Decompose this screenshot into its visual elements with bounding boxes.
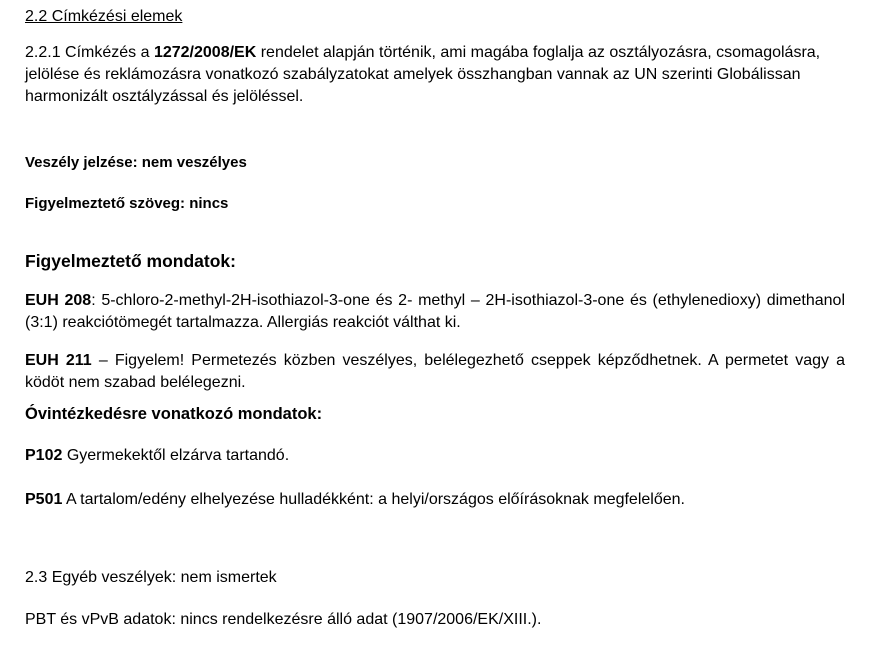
pbt-vpvb-line: PBT és vPvB adatok: nincs rendelkezésre álló adat (1907/2006/EK/XIII.).: [25, 611, 542, 628]
euh-208-paragraph: EUH 208: 5-chloro-2-methyl-2H-isothiazol-3-one és 2- methyl – 2H-isothiazol-3-one és (ethylenedioxy) dimethanol (3:1) reakciótömegét tartalmazza. Allergiás reakciót válthat ki.: [25, 292, 846, 331]
signal-word-line: Figyelmeztető szöveg: nincs: [25, 195, 229, 212]
euh-211-paragraph: EUH 211 – Figyelem! Permetezés közben veszélyes, belélegezhető cseppek képződhetnek. A permetet vagy a ködöt nem szabad belélegezni.: [25, 352, 845, 391]
paragraph-2-2-1: 2.2.1 Címkézés a 1272/2008/EK rendelet alapján történik, ami magába foglalja az osztályozásra, csomagolásra, jelölése és reklámozásra vonatkozó szabályzatokat amelyek összhangban vannak az UN szerinti Globálissan harmonizált osztályzással és jelöléssel.: [25, 44, 821, 105]
warning-statements-heading: Figyelmeztető mondatok:: [25, 251, 236, 271]
section-heading-2-2: 2.2 Címkézési elemek: [25, 8, 183, 25]
hazard-indication-line: Veszély jelzése: nem veszélyes: [25, 154, 247, 171]
p102-statement-line: P102 Gyermekektől elzárva tartandó.: [25, 447, 290, 464]
precautionary-statements-heading: Óvintézkedésre vonatkozó mondatok:: [25, 405, 323, 423]
section-2-3-line: 2.3 Egyéb veszélyek: nem ismertek: [25, 569, 277, 586]
p501-statement-line: P501 A tartalom/edény elhelyezése hulladékként: a helyi/országos előírásoknak megfelelően.: [25, 491, 685, 508]
